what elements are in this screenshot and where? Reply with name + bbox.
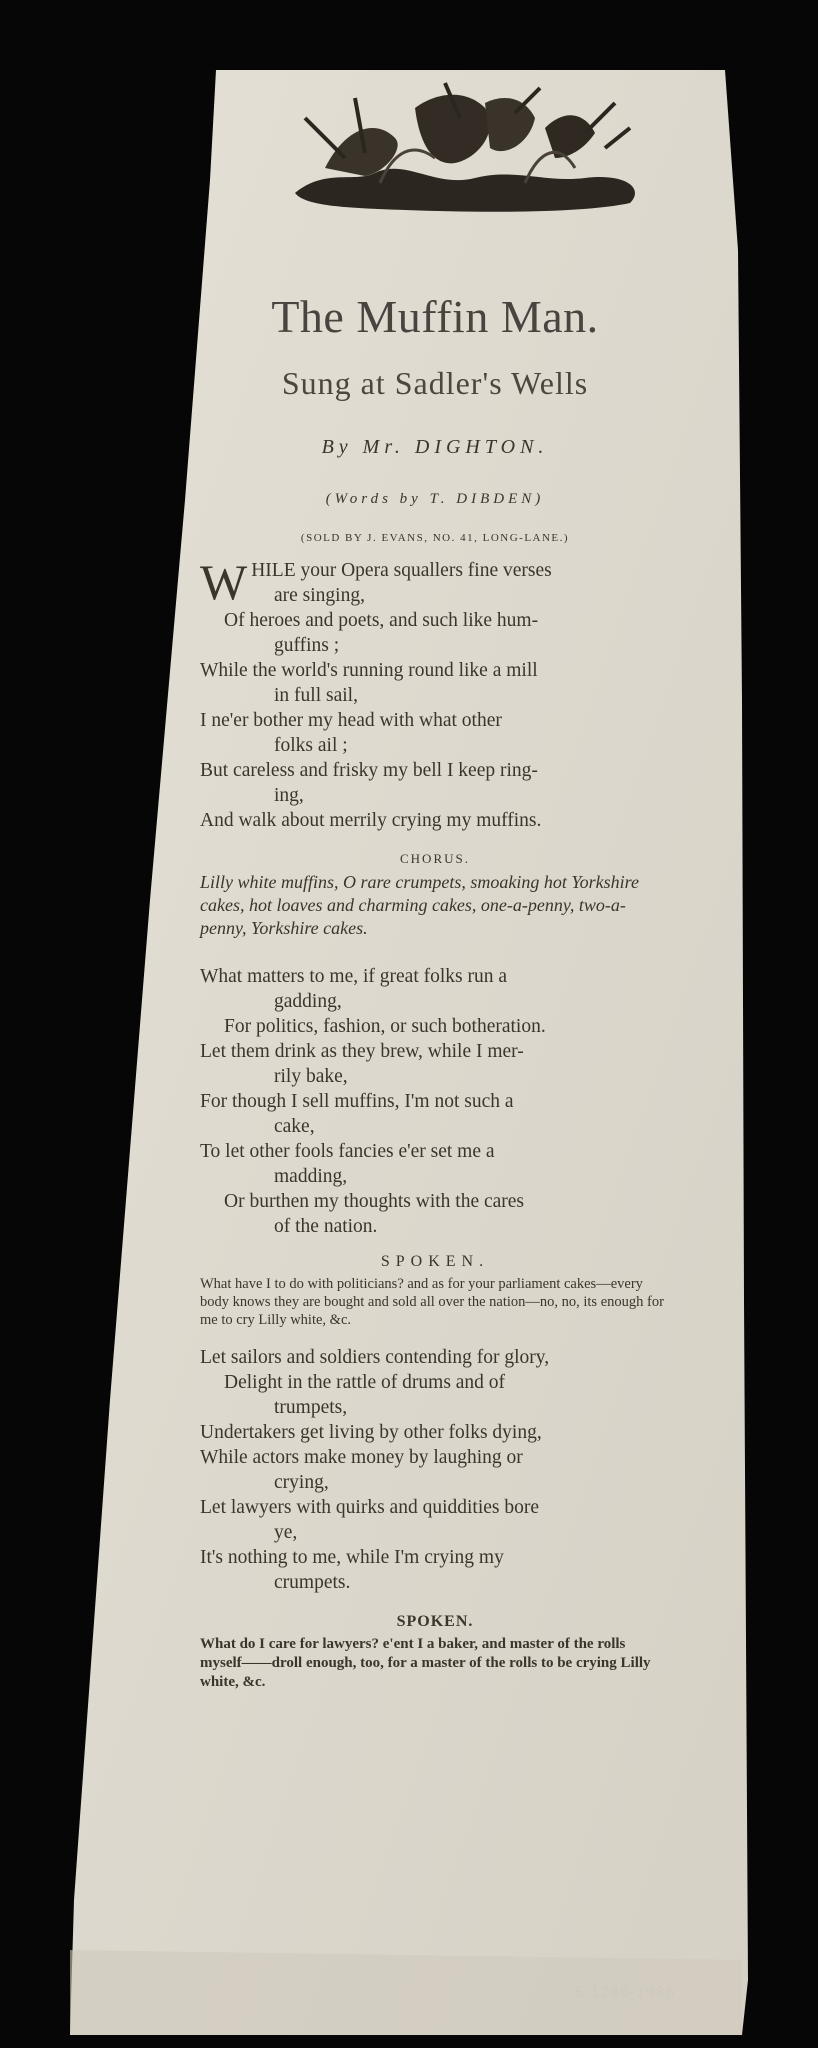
verse-line: Of heroes and poets, and such like hum-	[224, 610, 539, 631]
verse-line: ye,	[274, 1522, 298, 1543]
verse-line: To let other fools fancies e'er set me a	[200, 1141, 495, 1162]
catalog-number: S.1240-1986	[575, 1985, 676, 2001]
verse-line: Undertakers get living by other folks dying,	[200, 1422, 542, 1443]
verse-2	[200, 964, 670, 1239]
verse-line: in full sail,	[274, 685, 358, 706]
verse-line: trumpets,	[274, 1397, 348, 1418]
verse-line: And walk about merrily crying my muffins.	[200, 810, 542, 831]
verse-line: rily bake,	[274, 1066, 348, 1087]
verse-line: Let them drink as they brew, while I mer-	[200, 1041, 524, 1062]
page-title: The Muffin Man.	[271, 291, 599, 342]
verse-line: While the world's running round like a mill	[200, 660, 538, 681]
verse-line: It's nothing to me, while I'm crying my	[200, 1547, 504, 1568]
spoken-text-2: What do I care for lawyers? e'ent I a baker, and master of the rolls myself——droll enough, too, for a master of the rolls to be crying Lilly white, &c.	[200, 1636, 651, 1690]
verse-line: crying,	[274, 1472, 329, 1493]
chorus-text: Lilly white muffins, O rare crumpets, smoaking hot Yorkshire cakes, hot loaves and charming cakes, one-a-penny, two-a-penny, Yorkshire cakes.	[200, 872, 640, 938]
verse-line: ing,	[274, 785, 304, 806]
verse-line: Delight in the rattle of drums and of	[224, 1372, 506, 1393]
verse-line: crumpets.	[274, 1572, 351, 1593]
verse-line: cake,	[274, 1116, 315, 1137]
verse-line: HILE your Opera squallers fine verses	[251, 560, 552, 581]
verse-line: gadding,	[274, 991, 342, 1012]
verse-line: of the nation.	[274, 1216, 378, 1237]
spoken-text-1: What have I to do with politicians? and as for your parliament cakes—every body knows they are bought and sold all over the nation—no, no, its enough for me to cry Lilly white, &c.	[200, 1276, 664, 1328]
chorus-heading: CHORUS.	[400, 851, 470, 866]
drop-cap: W	[200, 554, 248, 610]
verse-line: For politics, fashion, or such botheration.	[224, 1016, 546, 1037]
verse-line: Let sailors and soldiers contending for glory,	[200, 1347, 550, 1368]
verse-line: Or burthen my thoughts with the cares	[224, 1191, 525, 1212]
sold-by-line: (SOLD BY J. EVANS, NO. 41, LONG-LANE.)	[300, 532, 570, 544]
verse-line: Let lawyers with quirks and quiddities bore	[200, 1497, 540, 1518]
verse-line: are singing,	[274, 585, 365, 606]
verse-line: While actors make money by laughing or	[200, 1447, 523, 1468]
verse-line: What matters to me, if great folks run a	[200, 966, 508, 987]
spoken-heading-1: SPOKEN.	[380, 1253, 490, 1270]
verse-line: For though I sell muffins, I'm not such a	[200, 1091, 514, 1112]
verse-1	[200, 554, 670, 833]
subtitle: Sung at Sadler's Wells	[281, 365, 589, 401]
verse-line: But careless and frisky my bell I keep ring-	[200, 760, 538, 781]
spoken-heading-2: SPOKEN.	[396, 1613, 474, 1630]
verse-line: guffins ;	[274, 635, 340, 656]
broadside-text	[200, 270, 670, 1692]
verse-3	[200, 1345, 670, 1595]
words-by-line: (Words by T. DIBDEN)	[325, 491, 545, 507]
verse-line: madding,	[274, 1166, 348, 1187]
author-line: By Mr. DIGHTON.	[321, 436, 549, 458]
verse-line: I ne'er bother my head with what other	[200, 710, 502, 731]
verse-line: folks ail ;	[274, 735, 348, 756]
